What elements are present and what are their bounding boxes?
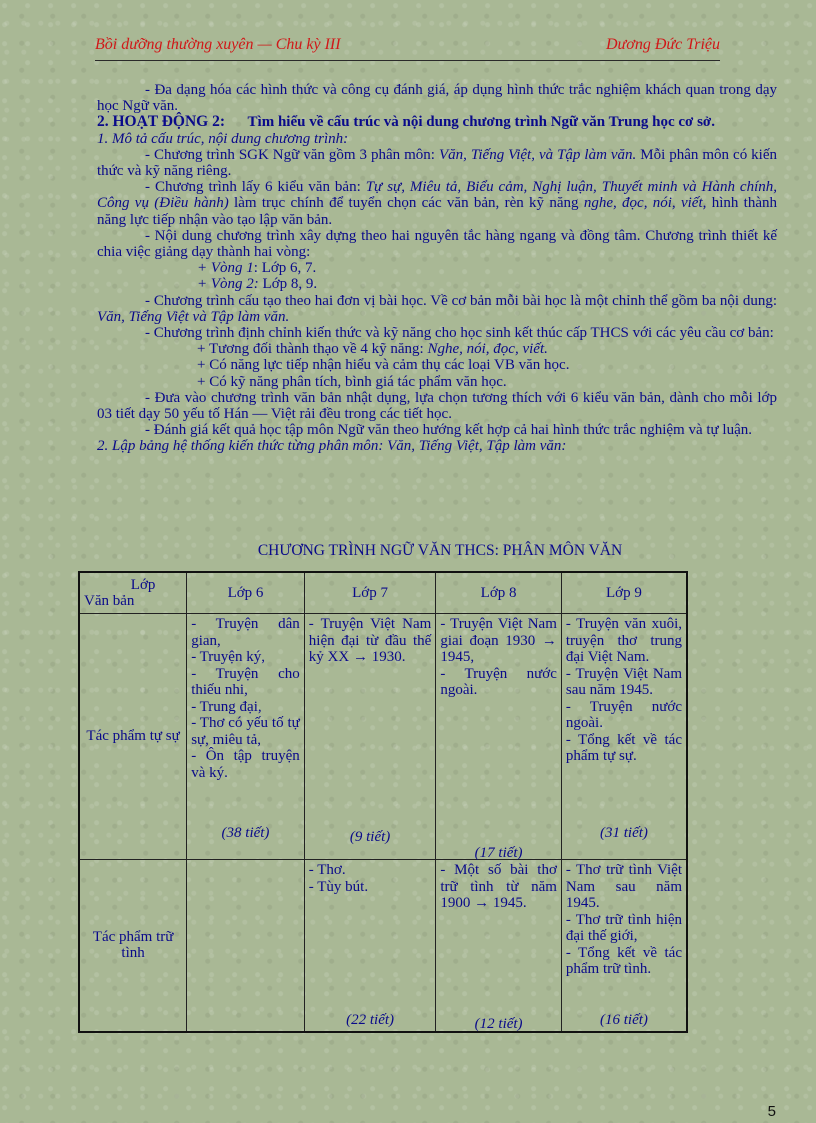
grade-header: Lớp 6: [187, 572, 305, 614]
grade-header: Lớp 9: [561, 572, 687, 614]
program-table: [78, 571, 688, 1033]
table-cell: - Truyện văn xuôi, truyện thơ trung đại Việt Nam. - Truyện Việt Nam sau năm 1945. - Truyện nước ngoài. - Tổng kết về tác phẩm tự sự. (31 tiết): [561, 614, 687, 860]
paragraph: - Chương trình định chỉnh kiến thức và kỹ năng cho học sinh kết thúc cấp THCS với các yêu cầu cơ bản:: [145, 325, 774, 342]
header-author: Dương Đức Triệu: [606, 36, 720, 53]
activity-title: Tìm hiểu về cấu trúc và nội dung chương trình Ngữ văn Trung học cơ sở.: [247, 114, 715, 131]
grade-header: Lớp 7: [304, 572, 436, 614]
page-number: 5: [767, 1103, 776, 1120]
row-label: Tác phẩm trữ tình: [79, 860, 187, 1032]
bullet: + Tương đối thành thạo về 4 kỹ năng: Nghe, nói, đọc, viết.: [197, 341, 548, 358]
header-course-title: Bồi dưỡng thường xuyên — Chu kỳ III: [95, 36, 341, 53]
subsection-heading: 2. Lập bảng hệ thống kiến thức từng phân môn: Văn, Tiếng Việt, Tập làm văn:: [97, 438, 567, 455]
table-cell: - Thơ trữ tình Việt Nam sau năm 1945. - Thơ trữ tình hiện đại thế giới, - Tổng kết về tác phẩm trữ tình. (16 tiết): [561, 860, 687, 1032]
paragraph: - Đánh giá kết quả học tập môn Ngữ văn theo hướng kết hợp cả hai hình thức trắc nghiệm và tự luận.: [145, 422, 752, 439]
activity-label: 2. HOẠT ĐỘNG 2:: [97, 113, 226, 131]
bullet: + Vòng 2: Lớp 8, 9.: [197, 276, 318, 293]
bullet: + Vòng 1: Lớp 6, 7.: [197, 260, 317, 277]
table-cell: - Truyện Việt Nam hiện đại từ đầu thế kỷ XX → 1930. (9 tiết): [304, 614, 436, 860]
row-label: Tác phẩm tự sự: [79, 614, 187, 860]
table-cell: - Một số bài thơ trữ tình từ năm 1900 → 1945. (12 tiết): [436, 860, 562, 1032]
paragraph: - Chương trình cấu tạo theo hai đơn vị bài học. Về cơ bản mỗi bài học là một chỉnh thể gồm ba nội dung: Văn, Tiếng Việt và Tập làm văn.: [97, 292, 777, 325]
bullet: + Có năng lực tiếp nhận hiểu và cảm thụ các loại VB văn học.: [197, 357, 570, 374]
table-cell: - Truyện Việt Nam giai đoạn 1930 → 1945, - Truyện nước ngoài. (17 tiết): [436, 614, 562, 860]
paragraph: - Chương trình SGK Ngữ văn gồm 3 phân môn: Văn, Tiếng Việt, và Tập làm văn. Mỗi phân môn có kiến thức và kỹ năng riêng.: [97, 146, 777, 180]
paragraph: - Chương trình lấy 6 kiểu văn bản: Tự sự, Miêu tả, Biểu cảm, Nghị luận, Thuyết minh và Hành chính, Công vụ (Điều hành) làm trục chính để tuyển chọn các văn bản, rèn kỹ năng nghe, đọc, nói, viết, hình thành năng lực tiếp nhận vào tạo lập văn bản.: [97, 179, 777, 228]
table-cell: [187, 860, 305, 1032]
table-row: [79, 614, 687, 860]
paragraph: - Đưa vào chương trình văn bản nhật dụng, lựa chọn tương thích với 6 kiểu văn bản, dành cho mỗi lớp 03 tiết dạy 50 yếu tố Hán — Việt rải đều trong các tiết học.: [97, 389, 777, 423]
table-header-row: [79, 572, 687, 614]
corner-cell: Lớp Văn bản: [79, 572, 187, 614]
section-heading: [97, 114, 777, 130]
table-cell: - Truyện dân gian, - Truyện ký, - Truyện cho thiếu nhi, - Trung đại, - Thơ có yếu tố tự sự, miêu tả, - Ôn tập truyện và ký. (38 tiết): [187, 614, 305, 860]
paragraph: - Nội dung chương trình xây dựng theo hai nguyên tắc hàng ngang và đồng tâm. Chương trình thiết kế chia việc giảng dạy thành hai vòng:: [97, 227, 777, 261]
page-header: [95, 34, 720, 61]
table-row: [79, 860, 687, 1032]
table-cell: - Thơ. - Tùy bút. (22 tiết): [304, 860, 436, 1032]
grade-header: Lớp 8: [436, 572, 562, 614]
bullet: + Có kỹ năng phân tích, bình giá tác phẩm văn học.: [197, 373, 507, 390]
table-title: CHƯƠNG TRÌNH NGỮ VĂN THCS: PHÂN MÔN VĂN: [257, 542, 623, 559]
paragraph: - Đa dạng hóa các hình thức và công cụ đánh giá, áp dụng hình thức trắc nghiệm khách quan trong dạy học Ngữ văn.: [97, 82, 777, 115]
document-body: [97, 82, 777, 455]
subsection-heading: 1. Mô tả cấu trúc, nội dung chương trình:: [97, 130, 349, 147]
